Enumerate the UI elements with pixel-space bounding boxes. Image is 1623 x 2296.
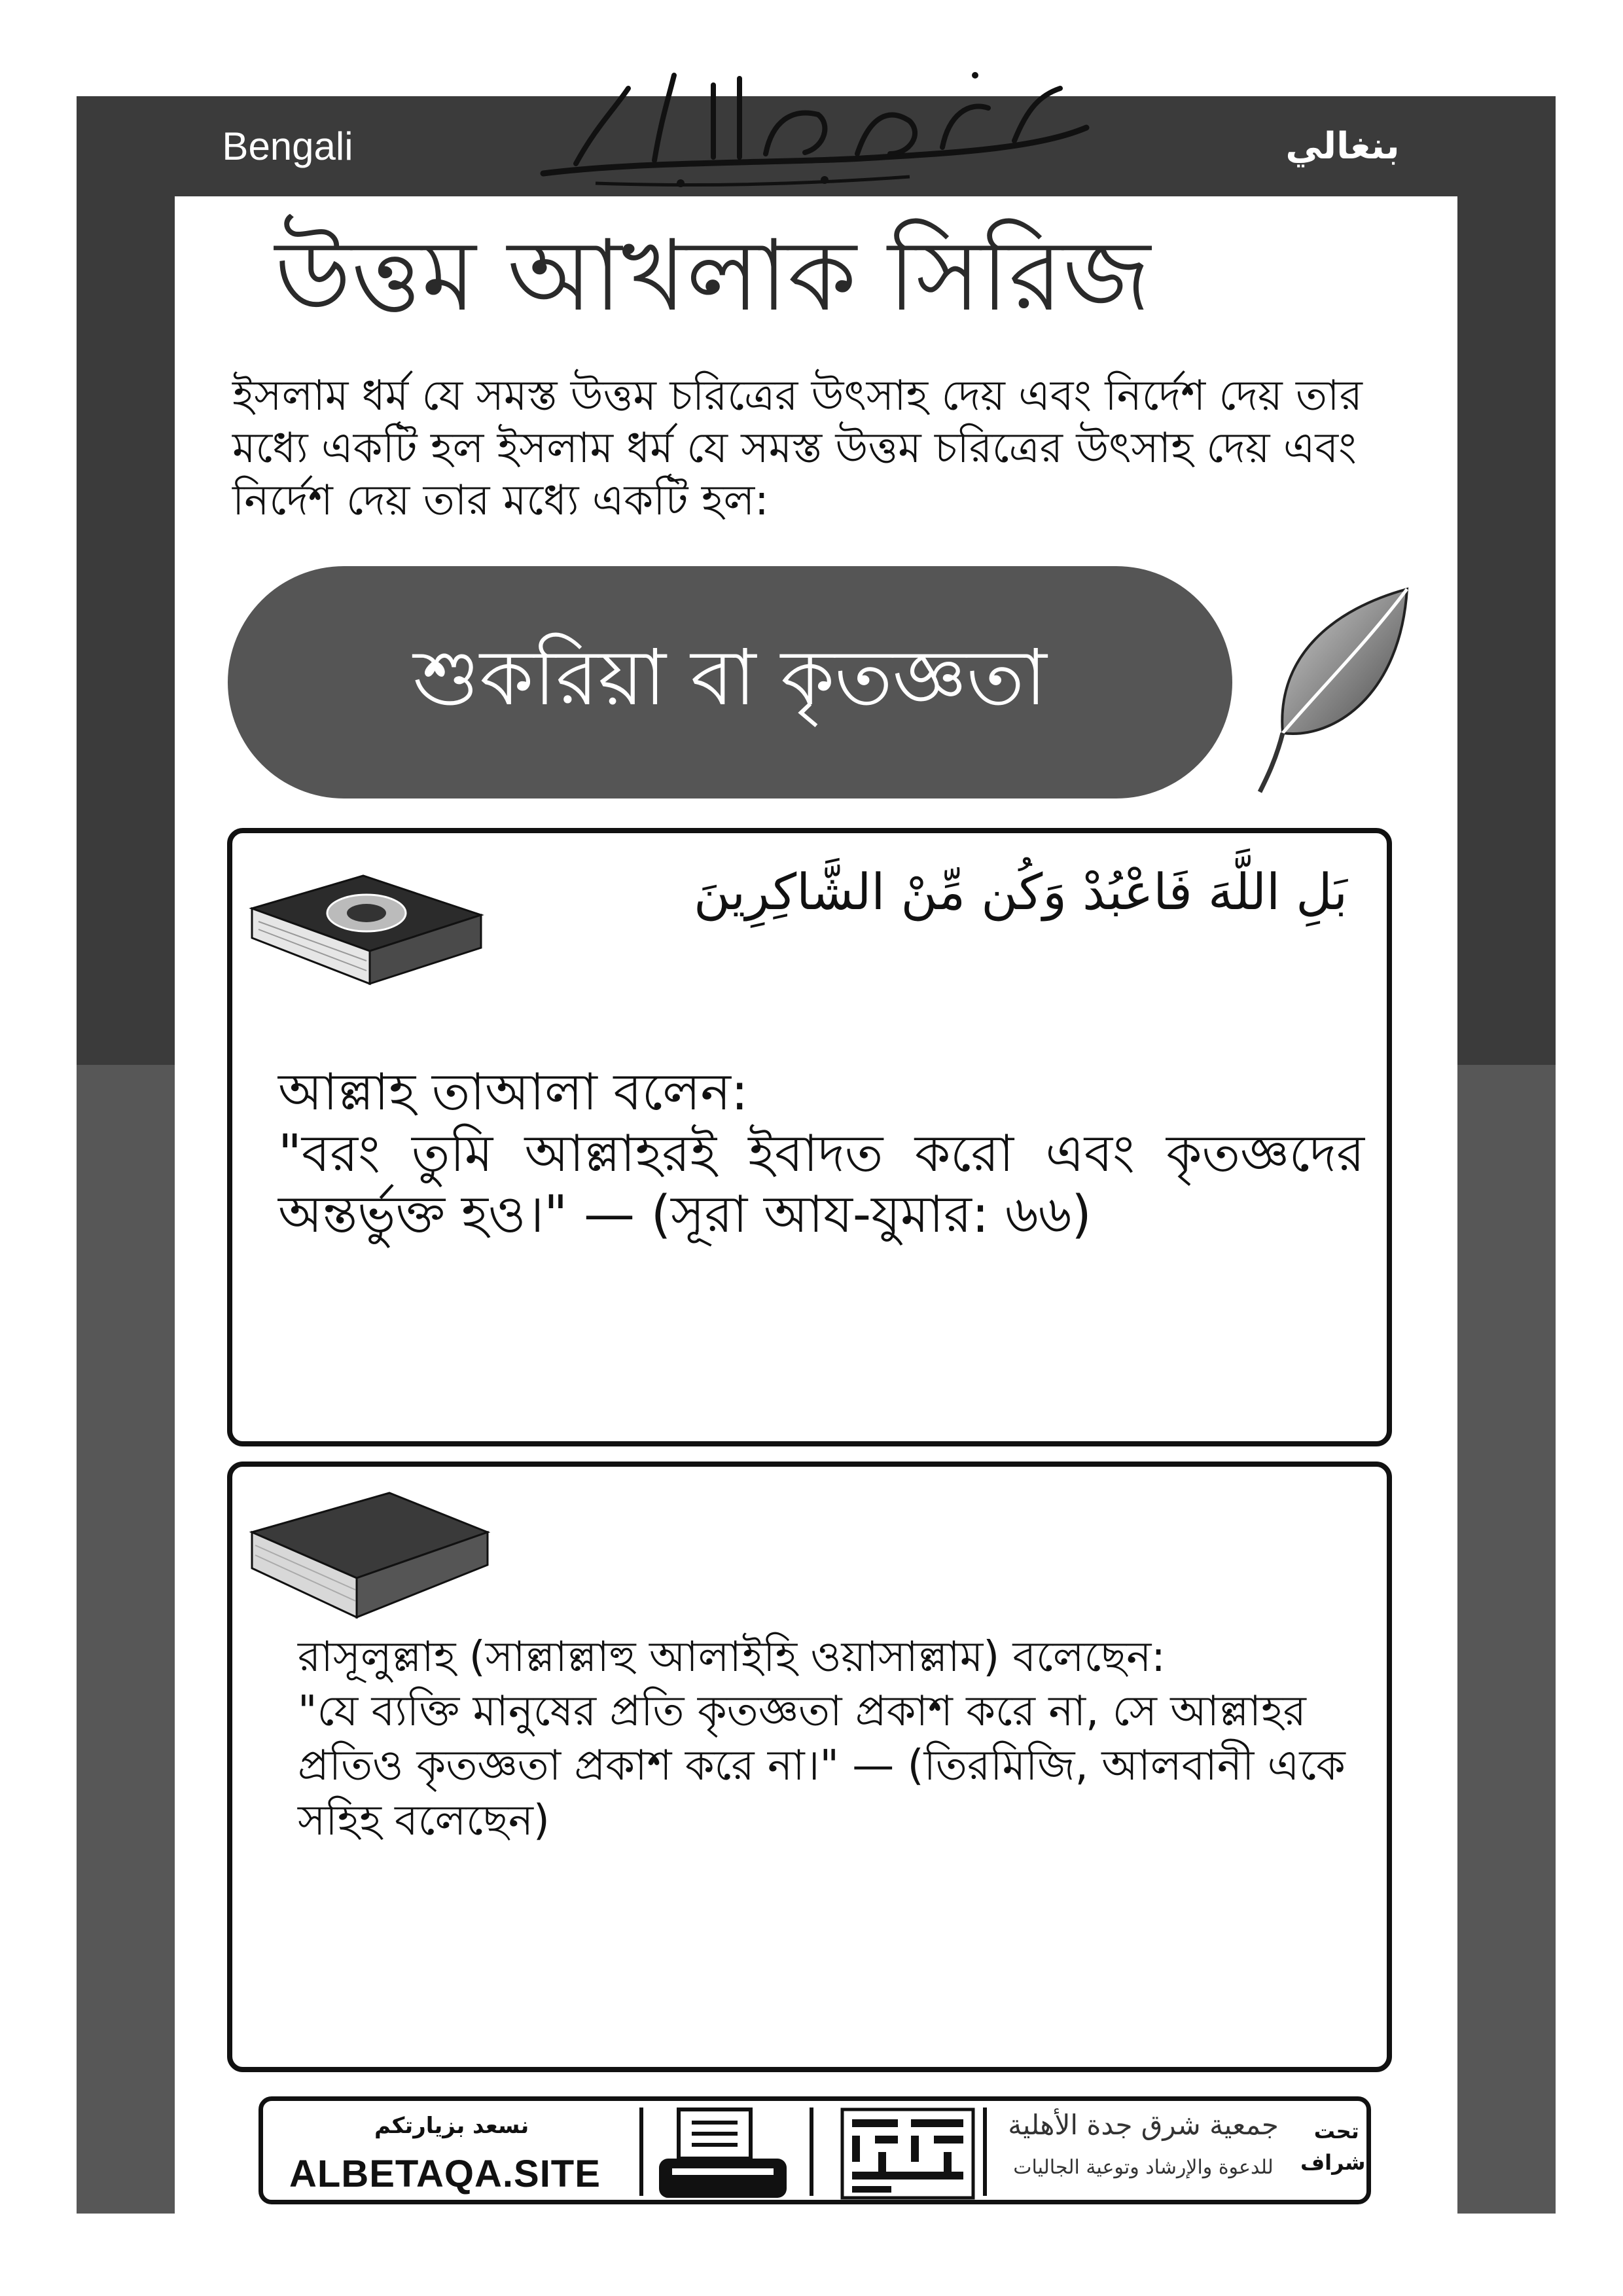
quran-speaker: আল্লাহ তাআলা বলেন:	[278, 1063, 749, 1122]
hadith-box	[227, 1462, 1392, 2072]
book-icon	[245, 1486, 494, 1624]
visit-text: نسعد بزيارتكم	[374, 2113, 529, 2139]
supervision-label-line-2: اشراف	[1300, 2150, 1373, 2175]
page-title: উত্তম আখলাক সিরিজ	[275, 219, 1151, 333]
topic-title: শুকরিয়া বা কৃতজ্ঞতা	[413, 632, 1047, 723]
quran-verse-box	[227, 828, 1392, 1446]
language-label-arabic: بنغالي	[1130, 96, 1556, 196]
footer-bar	[259, 2096, 1371, 2204]
footer-divider	[983, 2108, 987, 2196]
quran-quote	[278, 1062, 1364, 1246]
printer-icon	[656, 2106, 790, 2201]
organization-name: جمعية شرق جدة الأهلية	[1008, 2109, 1279, 2141]
quran-icon	[245, 869, 488, 1000]
supervision-label	[1300, 2115, 1372, 2178]
footer-divider	[639, 2108, 643, 2196]
hadith-translation: "যে ব্যক্তি মানুষের প্রতি কৃতজ্ঞতা প্রকাশ করে না, সে আল্লাহর প্রতিও কৃতজ্ঞতা প্রকাশ করে না।" — (তিরমিজি, আলবানী একে সহিহ বলেছেন)	[298, 1687, 1346, 1845]
hadith-speaker: রাসূলুল্লাহ (সাল্লাল্লাহু আলাইহি ওয়াসাল্লাম) বলেছেন:	[298, 1633, 1166, 1681]
arabic-verse: بَلِ اللَّهَ فَاعْبُدْ وَكُن مِّنْ الشَّاكِرِينَ	[694, 863, 1347, 921]
supervision-label-line-1: تحت	[1313, 2119, 1359, 2144]
topic-banner	[228, 566, 1232, 798]
language-label-english: Bengali	[77, 96, 499, 196]
leaf-icon	[1257, 583, 1420, 798]
site-link[interactable]: ALBETAQA.SITE	[289, 2153, 601, 2195]
intro-paragraph: ইসলাম ধর্ম যে সমস্ত উত্তম চরিত্রের উৎসাহ দেয় এবং নির্দেশ দেয় তার মধ্যে একটি হল ইসলাম ধর্ম যে সমস্ত উত্তম চরিত্রের উৎসাহ দেয় এবং নির্দেশ দেয় তার মধ্যে একটি হল:	[232, 372, 1363, 525]
quran-translation: "বরং তুমি আল্লাহরই ইবাদত করো এবং কৃতজ্ঞদের অন্তর্ভুক্ত হও।" — (সূরা আয-যুমার: ৬৬)	[278, 1124, 1364, 1245]
footer-divider	[810, 2108, 813, 2196]
hadith-quote	[298, 1630, 1351, 1848]
basmala-calligraphy	[517, 49, 1106, 200]
dawah-logo	[839, 2106, 976, 2201]
organization-subtitle: للدعوة والإرشاد وتوعية الجاليات	[1013, 2156, 1274, 2179]
